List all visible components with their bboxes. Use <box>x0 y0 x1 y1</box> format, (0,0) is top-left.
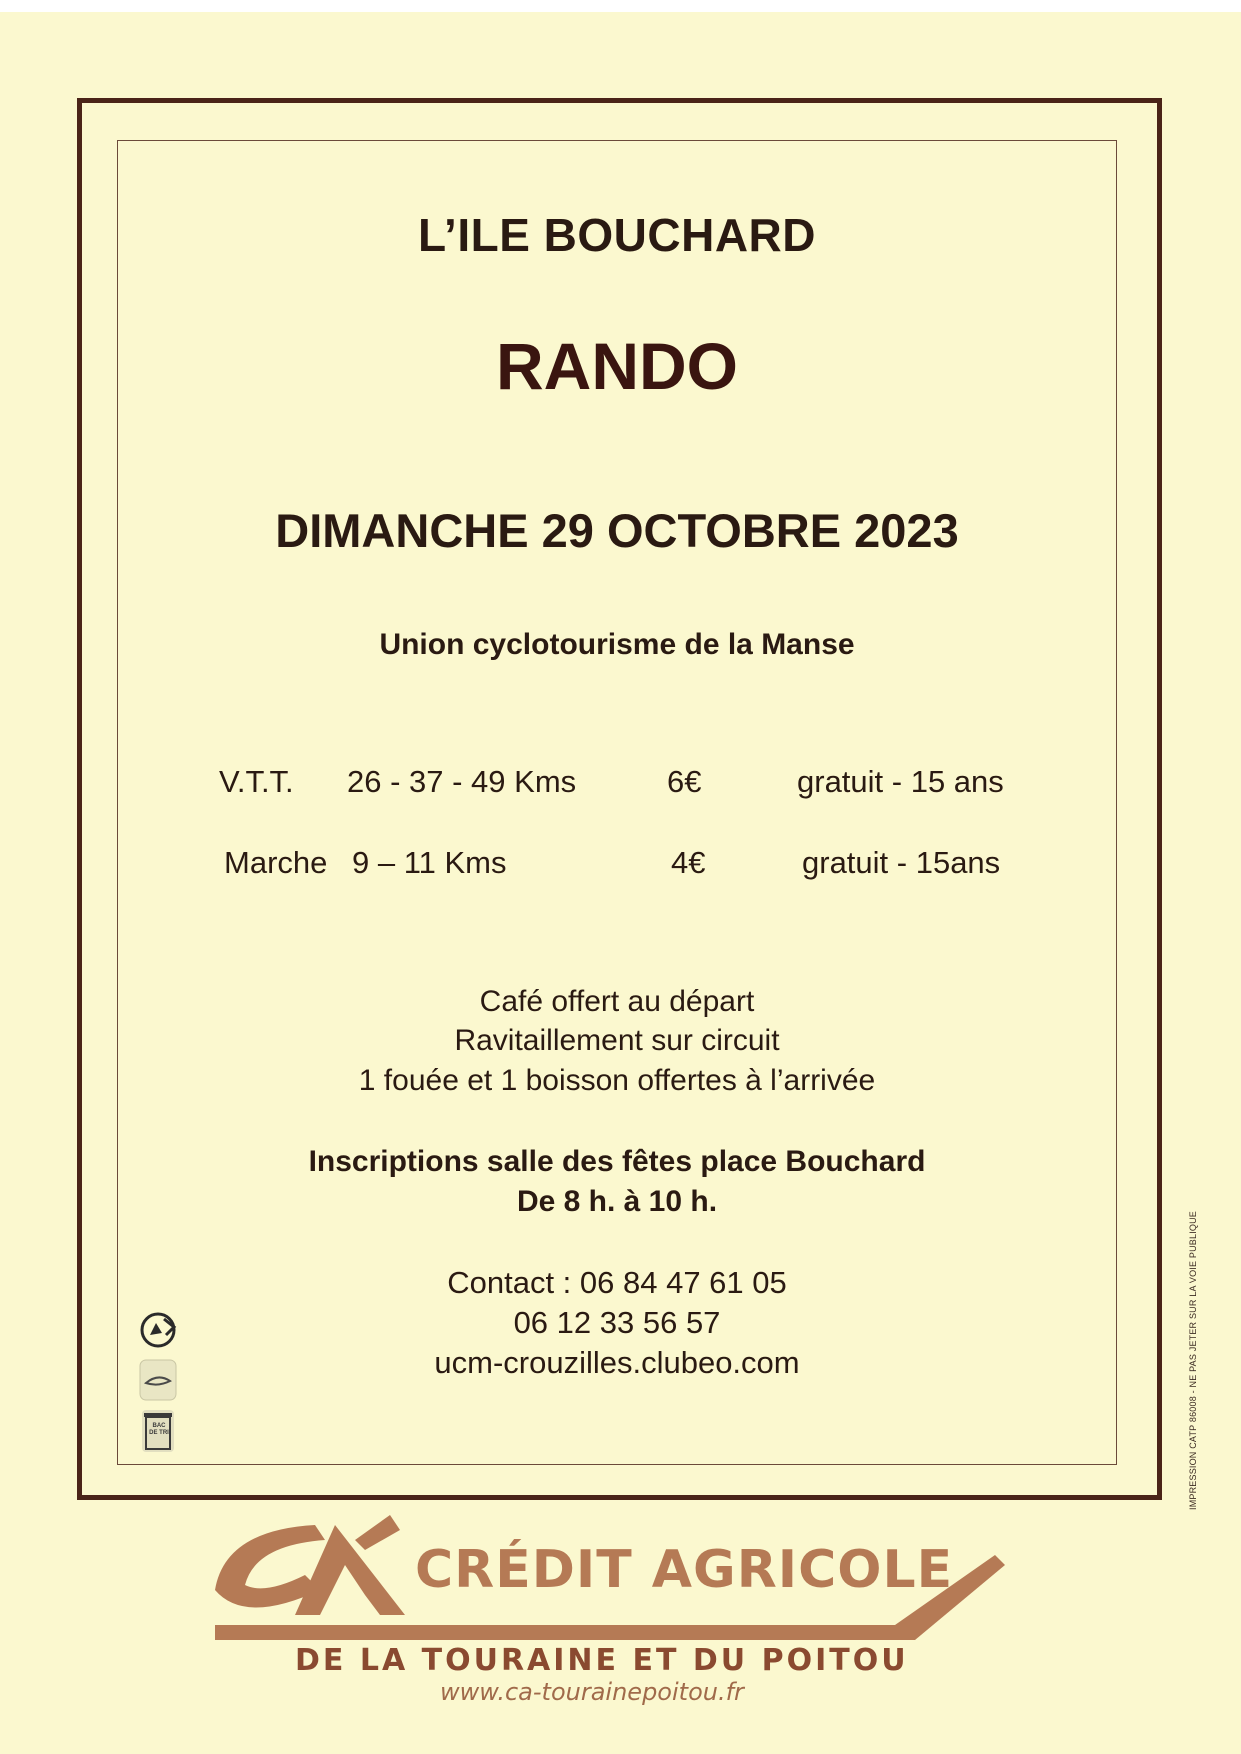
contact-phone-2: 06 12 33 56 57 <box>513 1305 721 1340</box>
sponsor-region: DE LA TOURAINE ET DU POITOU <box>295 1643 909 1678</box>
activity-name: Marche <box>224 845 328 880</box>
sponsor-name <box>415 1540 953 1600</box>
location-title: L’ILE BOUCHARD <box>418 209 816 261</box>
scan-edge <box>0 0 1241 12</box>
bin-label: BAC DE TRI <box>149 1423 169 1436</box>
registration-place: Inscriptions salle des fêtes place Bouchard <box>308 1145 926 1178</box>
activity-name: V.T.T. <box>219 764 294 799</box>
organizer: Union cyclotourisme de la Manse <box>379 628 855 661</box>
print-notice: IMPRESSION CATP 86008 - NE PAS JETER SUR LA VOIE PUBLIQUE <box>1188 1211 1198 1510</box>
activity-note: gratuit - 15 ans <box>797 764 1004 799</box>
sponsor-url: www.ca-tourainepoitou.fr <box>440 1678 744 1706</box>
activity-distance: 9 – 11 Kms <box>352 845 507 880</box>
activity-price: 6€ <box>667 764 702 799</box>
event-title: RANDO <box>496 329 738 403</box>
registration-hours: De 8 h. à 10 h. <box>516 1185 718 1218</box>
info-arrival: 1 fouée et 1 boisson offertes à l’arrivée <box>358 1064 876 1097</box>
activity-price: 4€ <box>671 845 706 880</box>
contact-phone-1: Contact : 06 84 47 61 05 <box>447 1265 787 1300</box>
recycle-icon <box>136 1305 186 1465</box>
event-date: DIMANCHE 29 OCTOBRE 2023 <box>275 504 959 557</box>
activity-distance: 26 - 37 - 49 Kms <box>347 764 577 799</box>
sponsor-name-text: CRÉDIT AGRICOLE <box>415 1540 954 1600</box>
info-coffee: Café offert au départ <box>479 985 755 1018</box>
info-refreshment: Ravitaillement sur circuit <box>454 1024 780 1057</box>
activity-note: gratuit - 15ans <box>802 845 1001 880</box>
contact-website: ucm-crouzilles.clubeo.com <box>434 1345 800 1380</box>
recycling-icons <box>136 1305 186 1470</box>
